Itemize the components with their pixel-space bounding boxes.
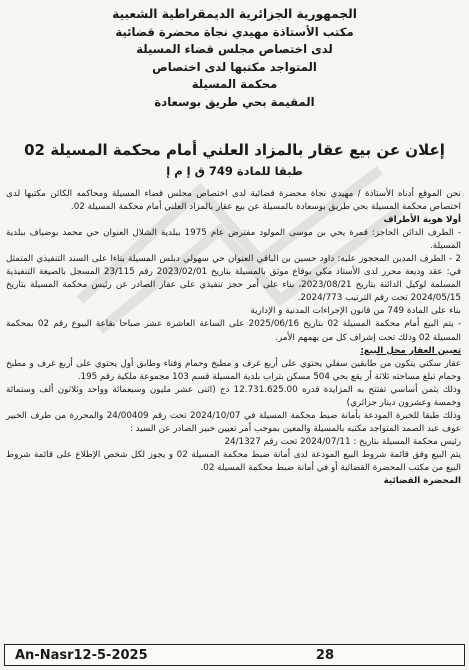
header-line-4: المتواجد مكتبها لدى اختصاص: [152, 59, 317, 74]
legal-basis: بناء على المادة 749 من قانون الإجراءات المدنية و الإدارية: [250, 306, 461, 317]
parties-heading: أولا هوية الأطراف: [383, 215, 461, 226]
header-line-3: لدى اختصاص مجلس قضاء المسيلة: [136, 42, 333, 57]
page-footer: [4, 644, 465, 666]
notice-subtitle: طبقا للمادة 749 ق إ م إ: [166, 164, 303, 178]
expertise-paragraph: وذلك طبقا للخبرة المودعة بأمانة ضبط محكمة المسيلة في 2024/10/07 تحت رقم 24/00409 والمحررة من طرف الخبير عوف عبد الصمد المتواجد مكتبه بالمسيلة والمعين بموجب أمر تعيين خبير الصادر عن السيد :: [6, 410, 462, 434]
sale-date-paragraph: - يتم البيع أمام محكمة المسيلة 02 بتاريخ 2025/06/16 على الساعة العاشرة عشر صباحا بقاعة البيوع رقم 02 بمحكمة المسيلة 02 وذلك تحت إشراف كل من يهمهم الأمر.: [6, 319, 461, 343]
notice-body: [6, 188, 461, 488]
header-line-1: الجمهورية الجزائرية الديمقراطية الشعبية: [112, 7, 357, 21]
party-creditor: - الطرف الدائن الحاجز: قمرة يحي بن موسى المولود مفترض عام 1975 ببلدية الشلال العنوان حي محمد بوضياف ببلدية المسيلة.: [6, 228, 462, 252]
signature: المحضرة القضائية: [383, 476, 461, 487]
notice-title: إعلان عن بيع عقار بالمزاد العلني أمام محكمة المسيلة 02: [24, 141, 445, 159]
header-line-5: محكمة المسيلة: [191, 77, 278, 92]
property-heading: تعيين العقار محل البيع:: [360, 345, 461, 356]
header-line-6: المقيمة بحي طريق بوسعادة: [154, 94, 315, 109]
publication-date: An-Nasr12-5-2025: [15, 647, 148, 663]
closing-paragraph: يتم البيع وفق قائمة شروط البيع المودعة لدى أمانة ضبط محكمة المسيلة 02 و يجوز لكل شخص الإطلاع على قائمة شروط البيع من مكتب المحضرة القضائية أو في أمانة ضبط محكمة المسيلة 02.: [6, 449, 461, 473]
intro-paragraph: نحن الموقع أدناه الأستاذة / مهيدي نجاة محضرة قضائية لدى اختصاص مجلس قضاء المسيلة ومحاكمه الكائن مكتبها لدى اختصاص محكمة المسيلة بحي طريق بوسعادة بالمسيلة عن بيع عقار بالمزاد العلني أمام محكمة المسيلة 02.: [6, 189, 461, 213]
court-order-paragraph: رئيس محكمة المسيلة بتاريخ : 2024/07/11 تحت رقم 24/1327: [224, 436, 461, 447]
header-line-2: مكتب الأستاذة مهيدي نجاة محضرة قضائية: [115, 24, 354, 39]
header-block: [40, 6, 429, 112]
price-paragraph: وذلك بثمن أساسي تفتتح به المزايدة قدره 12.731.625.00 دج (اثنى عشر مليون وسبعمائة وواحد وثلاثون ألف وستمائة وخمسة وعشرون دينار جزائري): [6, 384, 461, 408]
page-number: 28: [315, 647, 334, 663]
party-debtor: 2 - الطرف المدين المحجوز عليه: داود حسين بن الباقي العنوان حي سهولي دبلس المسيلة بناءا على السند التنفيذي المتمثل في: عقد وديعة محرر لدى الأستاذ مكي بوقاع موثق بالمسيلة بتاريخ 2023/02/01 رقم 23/115 المسجل بالصيغة التنفيذية المسلمة لوكيل الدائنة بتاريخ 2023/08/21، بناء على أمر حجز تنفيذي على عقار الصادر عن رئيس محكمة المسيلة بتاريخ 2024/05/15 تحت رقم الترتيب 2024/773.: [6, 254, 461, 304]
property-description: عقار سكني يتكون من طابقين سفلي يحتوي على أربع غرف و مطبخ وحمام وفناء وطابق أول يحتوي على أربع غرف و مطبخ وحمام تبلغ مساحته ثلاثة أر يقع بحي 504 مسكن بتراب بلدية المسيلة قسم 103 مجموعة ملكية رقم 195.: [6, 358, 461, 382]
